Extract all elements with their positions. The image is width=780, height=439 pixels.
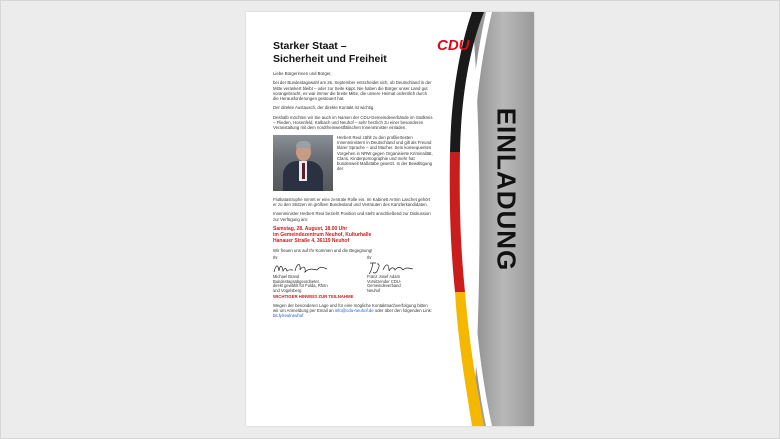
title-line-2: Sicherheit und Freiheit (273, 52, 387, 65)
paragraph-position: Innenminister Herbert Reul bezieht Position und steht anschließend zur Diskussion zur Verfügung am: (273, 211, 431, 222)
paragraph-election: bei der Bundestagswahl am 26. September entscheidet sich, ob Deutschland in der Mitte verankert bleibt – oder zur Seite kippt. Nie haben die Bürger unser Land gut vorangebracht, es war immer die breite Mitte, die unsere Heimat ordentlich durch die Herausforderungen gesteuert hat. (273, 80, 432, 102)
note-mid: oder über den folgenden Link: (374, 308, 432, 314)
letter-column (273, 40, 433, 323)
signature-adam (367, 256, 437, 295)
note-text: Wegen der besonderen Lage und für eine mögliche Kontaktnachverfolgung bitten wir um Anmeldung per Email an (273, 302, 428, 314)
sig-left-name: Michael Brand (273, 273, 300, 279)
invitation-flyer (246, 12, 534, 426)
event-address: Hanauer Straße 4, 36119 Neuhof (273, 238, 350, 245)
signature-brand (273, 256, 343, 295)
closing-line: Wir freuen uns auf Ihr Kommen und die Begegnung! (273, 248, 373, 254)
sig-right-name: Franz Josef Adam (367, 273, 400, 279)
registration-note (273, 303, 433, 319)
sig-left-role-3: und Vogelsberg (273, 288, 302, 294)
einladung-vertical-title (491, 82, 522, 297)
title-line-1: Starker Staat – (273, 40, 347, 52)
event-details (273, 226, 433, 245)
paragraph-invitation: Deshalb möchten wir Sie auch im Namen der CDU-Gemeindeverbände im Südkreis – Flieden, Hosenfeld, Kalbach und Neuhof – sehr herzlich zu einer besonderen Veranstaltung mit dem nordrheinwestfälischen Innenminister einladen. (273, 114, 433, 131)
cdu-logo: CDU (437, 37, 470, 54)
greeting: Liebe Bürgerinnen und Bürger, (273, 71, 332, 76)
paragraph-flood: Flutkatastrophe nimmt er eine zentrale Rolle ein. Im Kabinett Armin Laschet gehört er zu den Stützen im größten Bundesland und Vertrauten des Kanzlerkandidaten. (273, 196, 431, 207)
speaker-bio: Herbert Reul zählt zu den profiliertesten Innenministern in Deutschland und gilt als Freund klarer Sprache – und Macher. Sein konsequentes Vorgehen in NRW gegen Organisierte Kriminalität, Clans, Kinderpornographie und mehr hat bundesweit Maßstäbe gesetzt. In der Bewältigung der (337, 134, 433, 172)
paragraph-contact: Der direkte Austausch, der direkte Kontakt ist wichtig. (273, 105, 375, 111)
registration-url-link[interactable]: bit.ly/reulneuhof (273, 313, 304, 319)
note-title: WICHTIGER HINWEIS ZUR TEILNAHME (273, 293, 354, 299)
sig-left-role-2: direkt gewählt für Fulda, Rhön (273, 283, 328, 289)
handwritten-signature-brand (273, 261, 329, 275)
sig-left-role-1: Bundestagsabgeordneter, (273, 278, 320, 284)
signatures (273, 254, 433, 294)
registration-email-link[interactable]: info@cdu-neuhof.de (334, 308, 374, 314)
speaker-photo (273, 135, 333, 191)
einladung-word: EINLADUNG (491, 107, 522, 272)
event-venue: im Gemeindezentrum Neuhof, Kulturhalle (273, 232, 372, 239)
handwritten-signature-adam (367, 261, 423, 275)
speaker-section (273, 135, 433, 195)
closing-ihr-right: Ihr (367, 254, 372, 260)
flyer-title (273, 40, 433, 65)
sig-right-role-2: Gemeindeverband (367, 283, 401, 289)
sig-right-role-3: Neuhof (367, 288, 381, 294)
event-date: Samstag, 28. August, 18.00 Uhr (273, 225, 348, 232)
closing-ihr-left: Ihr (273, 254, 278, 260)
sig-right-role-1: Vorsitzender CDU- (367, 278, 402, 284)
